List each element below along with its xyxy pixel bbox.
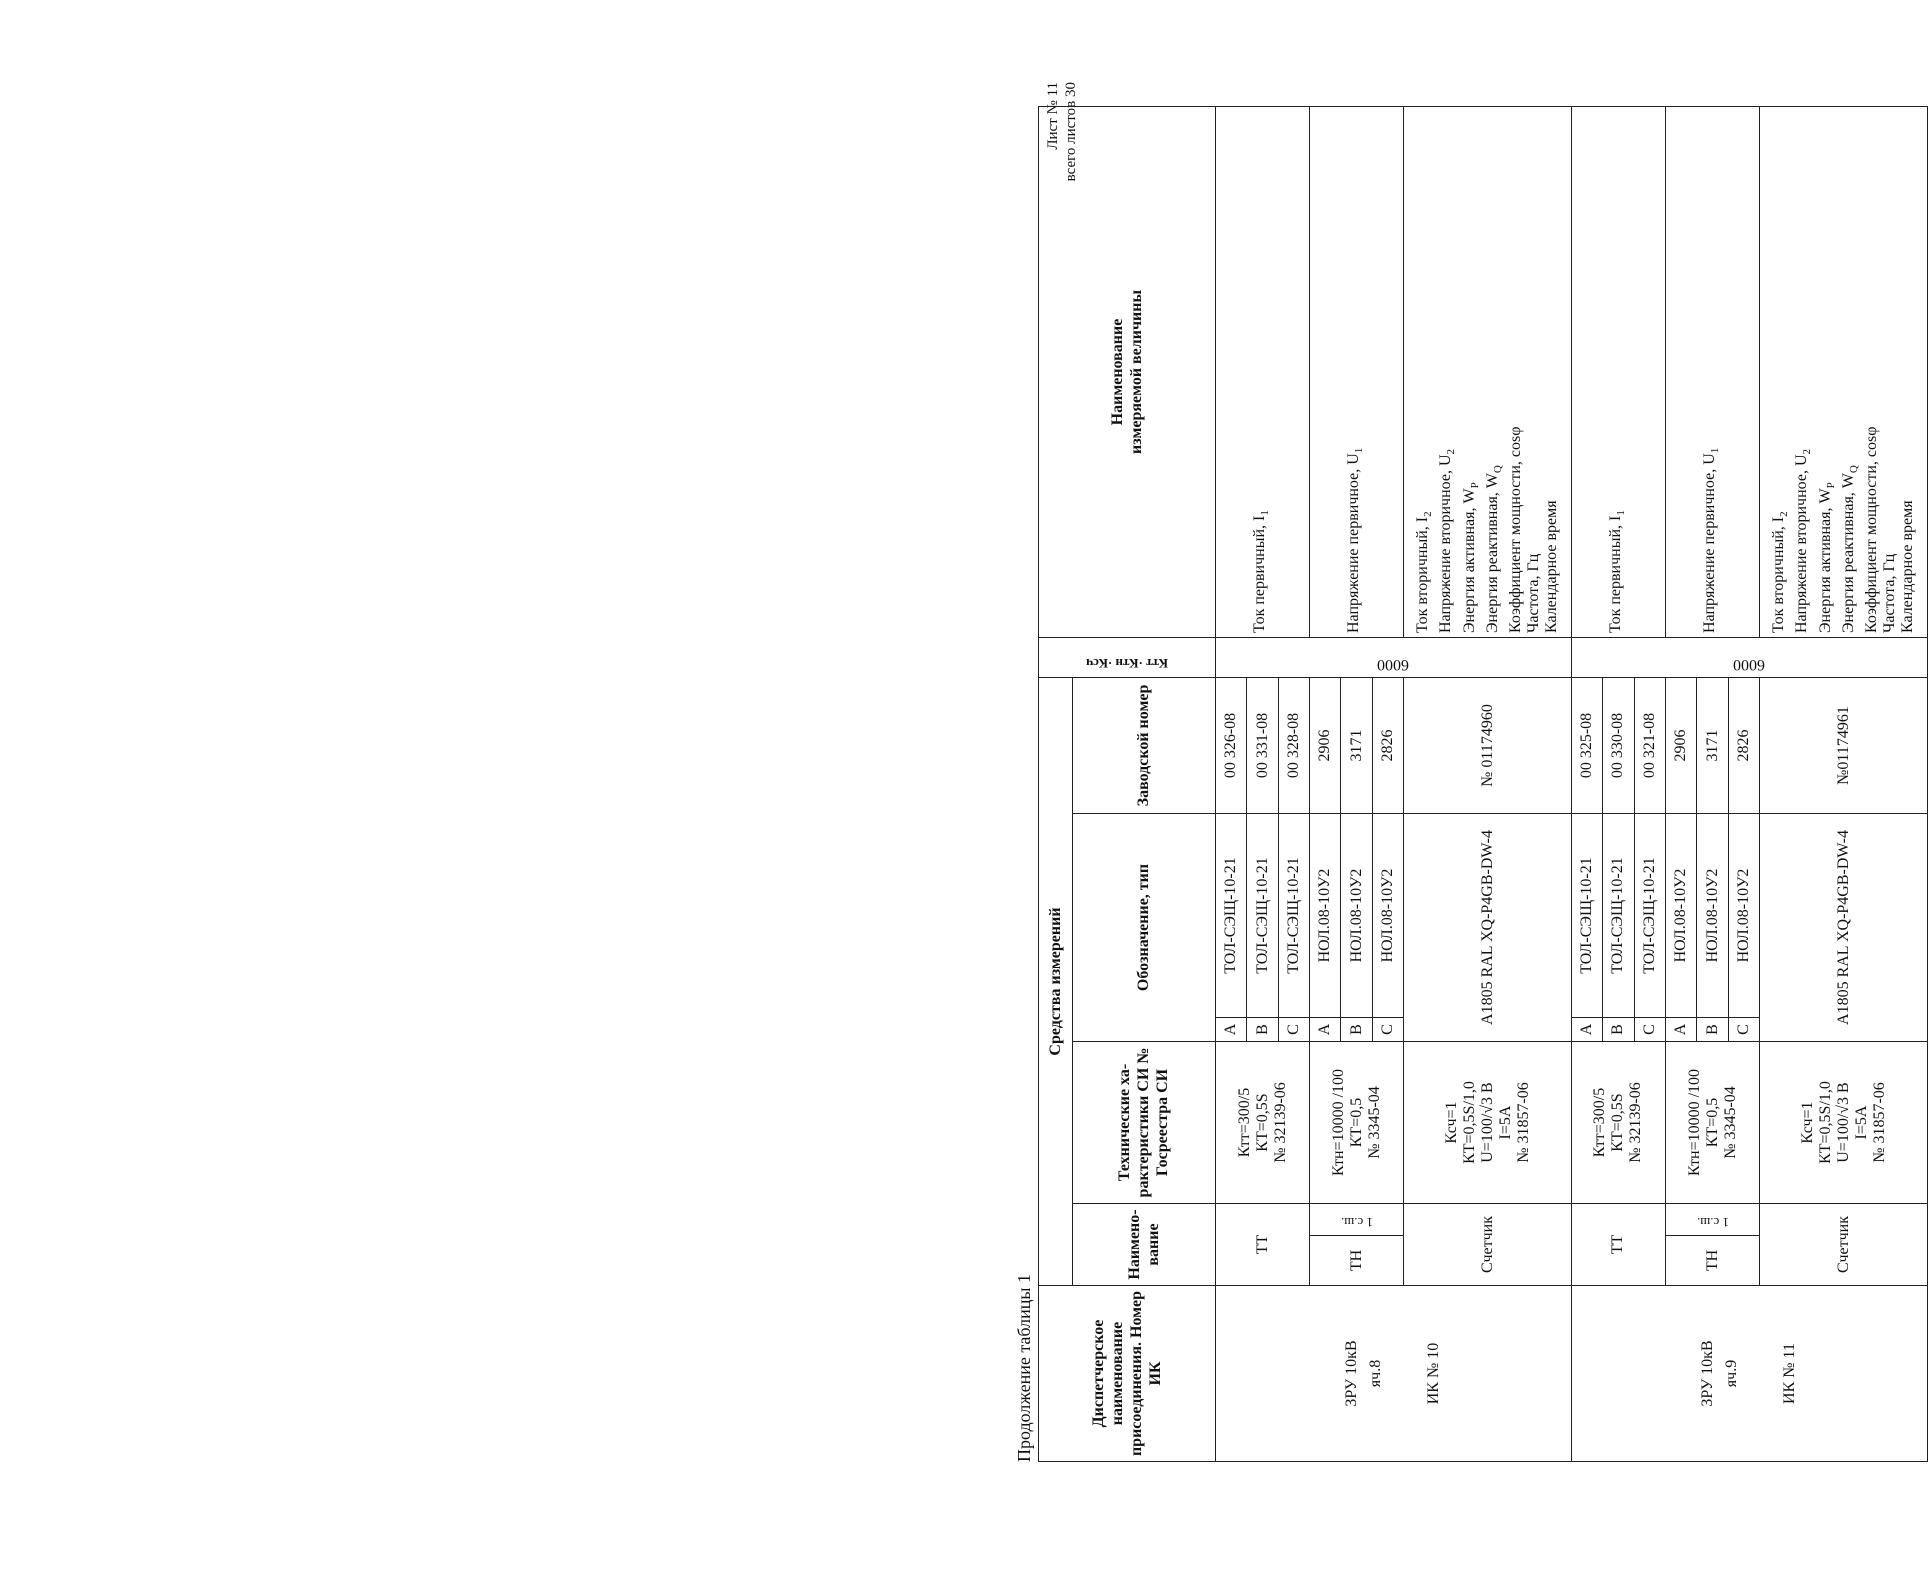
measurement-channels-table xyxy=(1038,106,1928,1462)
tn-serial: 2826 xyxy=(1372,678,1403,814)
rotated-table-container xyxy=(1014,107,1928,1462)
tn-phase-В: В xyxy=(1697,1018,1728,1042)
meter-tech-line: U=100/√3 В xyxy=(1834,1082,1852,1163)
tt-tech-line: № 32139-06 xyxy=(1271,1082,1289,1163)
quantity-meter-text-subscript: Q xyxy=(1847,465,1860,474)
quantity-meter-line xyxy=(1525,111,1543,633)
quantity-meter xyxy=(1404,107,1572,638)
tt-tech-line: № 32139-06 xyxy=(1627,1082,1645,1163)
tn-type: НОЛ.08-10У2 xyxy=(1697,814,1728,1018)
meter-tech-line: U=100/√3 В xyxy=(1478,1082,1496,1163)
quantity-tt-text: Ток первичный, I xyxy=(1606,515,1624,633)
table-row xyxy=(1571,107,1602,1462)
meter-tech-line: I=5А xyxy=(1496,1105,1514,1140)
transform-coefficient xyxy=(1571,638,1927,678)
quantity-meter-line xyxy=(1543,111,1561,633)
quantity-meter-text: Энергия активная, W xyxy=(1816,488,1834,633)
quantity-meter-line xyxy=(1863,111,1881,633)
meter-tech-specs xyxy=(1404,1042,1572,1204)
quantity-tt-text-subscript: 1 xyxy=(1615,510,1628,516)
tn-type: НОЛ.08-10У2 xyxy=(1666,814,1697,1018)
tt-type: ТОЛ-СЭЩ-10-21 xyxy=(1278,814,1309,1018)
table-row xyxy=(1760,107,1928,1462)
tt-phase-В: В xyxy=(1247,1018,1278,1042)
header-row-1 xyxy=(1039,107,1073,1462)
sheet-total: всего листов 30 xyxy=(1063,82,1079,182)
tn-tech-line: КТ=0,5 xyxy=(1703,1097,1721,1148)
tn-tech-line: Ктн=10000 /100 xyxy=(1329,1068,1347,1177)
quantity-meter-text-subscript: Q xyxy=(1491,465,1504,474)
quantity-meter-text: Ток вторичный, I xyxy=(1770,516,1788,633)
meter-tech-line: Ксч=1 xyxy=(1442,1101,1460,1144)
meter-name: Счетчик xyxy=(1760,1204,1928,1286)
quantity-meter-text: Энергия активная, W xyxy=(1460,488,1478,633)
quantity-meter-text-subscript: 2 xyxy=(1778,511,1791,517)
tt-type: ТОЛ-СЭЩ-10-21 xyxy=(1571,814,1602,1018)
quantity-meter xyxy=(1760,107,1928,638)
quantity-meter-line xyxy=(1414,111,1437,633)
tn-type: НОЛ.08-10У2 xyxy=(1728,814,1759,1018)
tn-serial: 2906 xyxy=(1666,678,1697,814)
quantity-meter-text: Энергия реактивная, W xyxy=(1839,473,1857,633)
quantity-meter-line xyxy=(1437,111,1460,633)
quantity-meter-line xyxy=(1770,111,1793,633)
tt-phase-В: В xyxy=(1603,1018,1634,1042)
tn-serial: 2826 xyxy=(1728,678,1759,814)
tn-name: ТН xyxy=(1310,1236,1404,1286)
tn-serial: 3171 xyxy=(1697,678,1728,814)
tn-phase-А: А xyxy=(1666,1018,1697,1042)
tt-tech-specs xyxy=(1216,1042,1310,1204)
tt-tech-line: КТ=0,5S xyxy=(1253,1093,1271,1152)
dispatch-name-line: ЗРУ 10кВ xyxy=(1343,1340,1361,1407)
tt-tech-line: Ктт=300/5 xyxy=(1591,1087,1609,1158)
tt-type: ТОЛ-СЭЩ-10-21 xyxy=(1216,814,1247,1018)
quantity-tn xyxy=(1310,107,1404,638)
tn-phase-А: А xyxy=(1310,1018,1341,1042)
quantity-meter-line xyxy=(1817,111,1840,633)
meter-tech-line: № 31857-06 xyxy=(1870,1082,1888,1163)
meter-serial: № 01174960 xyxy=(1404,678,1572,814)
meter-tech-line: КТ=0,5S/1,0 xyxy=(1816,1081,1834,1164)
quantity-tt xyxy=(1571,107,1665,638)
tn-phase-В: В xyxy=(1341,1018,1372,1042)
quantity-meter-text-subscript: 2 xyxy=(1801,449,1814,455)
quantity-meter-line xyxy=(1881,111,1899,633)
tt-serial: 00 321-08 xyxy=(1634,678,1665,814)
quantity-meter-line xyxy=(1484,111,1507,633)
quantity-tt-text-subscript: 1 xyxy=(1259,510,1272,516)
dispatch-name-line: яч.8 xyxy=(1367,1359,1385,1388)
meter-type: А1805 RAL XQ-P4GB-DW-4 xyxy=(1404,814,1572,1042)
table-row xyxy=(1666,107,1697,1462)
transform-coefficient-value: 6000 xyxy=(1377,656,1410,673)
quantity-tt xyxy=(1216,107,1310,638)
meter-tech-specs xyxy=(1760,1042,1928,1204)
header-name: Наимено-вание xyxy=(1072,1204,1215,1286)
quantity-tn-text: Напряжение первичное, U xyxy=(1345,453,1363,633)
table-row xyxy=(1310,107,1341,1462)
quantity-meter-line xyxy=(1507,111,1525,633)
tt-phase-С: С xyxy=(1278,1018,1309,1042)
quantity-meter-line xyxy=(1840,111,1863,633)
quantity-meter-line xyxy=(1793,111,1816,633)
tn-bus-section xyxy=(1666,1204,1760,1236)
table-caption: Продолжение таблицы 1 xyxy=(1014,1274,1034,1462)
tn-bus-section-label: 1 с.ш. xyxy=(1696,1215,1729,1230)
tt-phase-С: С xyxy=(1634,1018,1665,1042)
quantity-meter-text: Энергия реактивная, W xyxy=(1483,473,1501,633)
quantity-meter-text: Коэффициент мощности, cosφ xyxy=(1862,426,1880,633)
header-tech: Технические ха-рактеристики СИ № Госреестра СИ xyxy=(1072,1042,1215,1204)
tn-tech-line: № 3345-04 xyxy=(1721,1086,1739,1159)
meter-tech-line: Ксч=1 xyxy=(1798,1101,1816,1144)
quantity-meter-text: Напряжение вторичное, U xyxy=(1437,454,1455,633)
dispatch-name-cell xyxy=(1216,1286,1572,1462)
table-row xyxy=(1404,107,1572,1462)
tn-tech-line: № 3345-04 xyxy=(1365,1086,1383,1159)
tt-type: ТОЛ-СЭЩ-10-21 xyxy=(1634,814,1665,1018)
tn-tech-line: Ктн=10000 /100 xyxy=(1685,1068,1703,1177)
tn-type: НОЛ.08-10У2 xyxy=(1372,814,1403,1018)
quantity-meter-text: Частота, Гц xyxy=(1880,553,1898,633)
meter-tech-line: КТ=0,5S/1,0 xyxy=(1460,1081,1478,1164)
quantity-tn-text-subscript: 1 xyxy=(1353,447,1366,454)
quantity-meter-line xyxy=(1899,111,1917,633)
dispatch-name-cell xyxy=(1571,1286,1927,1462)
header-dispatch: Диспетчерское наименование присоединения. Номер ИК xyxy=(1039,1286,1216,1462)
tn-serial: 2906 xyxy=(1310,678,1341,814)
quantity-meter-text-subscript: P xyxy=(1468,482,1481,489)
quantity-tn-text: Напряжение первичное, U xyxy=(1700,453,1718,633)
transform-coefficient xyxy=(1216,638,1572,678)
quantity-meter-text: Календарное время xyxy=(1542,500,1560,633)
dispatch-name-line: яч.9 xyxy=(1723,1359,1741,1388)
tt-serial: 00 325-08 xyxy=(1571,678,1602,814)
tn-bus-section xyxy=(1310,1204,1404,1236)
meter-tech-line: № 31857-06 xyxy=(1514,1082,1532,1163)
quantity-meter-text: Коэффициент мощности, cosφ xyxy=(1506,426,1524,633)
tt-name: ТТ xyxy=(1571,1204,1665,1286)
tn-phase-С: С xyxy=(1372,1018,1403,1042)
transform-coefficient-value: 6000 xyxy=(1733,656,1766,673)
tt-tech-line: Ктт=300/5 xyxy=(1235,1087,1253,1158)
quantity-tn xyxy=(1666,107,1760,638)
tt-type: ТОЛ-СЭЩ-10-21 xyxy=(1603,814,1634,1018)
header-quantity: Наименование измеряемой величины xyxy=(1039,107,1216,638)
tt-serial: 00 331-08 xyxy=(1247,678,1278,814)
tt-tech-line: КТ=0,5S xyxy=(1609,1093,1627,1152)
meter-type: А1805 RAL XQ-P4GB-DW-4 xyxy=(1760,814,1928,1042)
sheet-number: Лист № 11 xyxy=(1045,82,1061,150)
dispatch-name-line: ЗРУ 10кВ xyxy=(1699,1340,1717,1407)
quantity-meter-text-subscript: 2 xyxy=(1445,449,1458,455)
quantity-meter-text: Частота, Гц xyxy=(1524,553,1542,633)
tt-serial: 00 326-08 xyxy=(1216,678,1247,814)
tn-tech-specs xyxy=(1666,1042,1760,1204)
tn-tech-specs xyxy=(1310,1042,1404,1204)
quantity-tn-text-subscript: 1 xyxy=(1709,447,1722,454)
tt-type: ТОЛ-СЭЩ-10-21 xyxy=(1247,814,1278,1018)
quantity-meter-line xyxy=(1461,111,1484,633)
tn-tech-line: КТ=0,5 xyxy=(1347,1097,1365,1148)
tt-phase-А: А xyxy=(1571,1018,1602,1042)
quantity-meter-text-subscript: 2 xyxy=(1422,511,1435,517)
tn-bus-section-label: 1 с.ш. xyxy=(1340,1215,1373,1230)
tn-phase-С: С xyxy=(1728,1018,1759,1042)
table-row xyxy=(1216,107,1247,1462)
quantity-meter-text-subscript: P xyxy=(1824,482,1837,489)
meter-name: Счетчик xyxy=(1404,1204,1572,1286)
header-means-group: Средства измерений xyxy=(1039,678,1073,1286)
quantity-meter-text: Ток вторичный, I xyxy=(1414,516,1432,633)
tt-name: ТТ xyxy=(1216,1204,1310,1286)
quantity-tt-text: Ток первичный, I xyxy=(1250,515,1268,633)
quantity-meter-text: Напряжение вторичное, U xyxy=(1793,454,1811,633)
header-type: Обозначение, тип xyxy=(1072,814,1215,1042)
tn-type: НОЛ.08-10У2 xyxy=(1341,814,1372,1018)
meter-tech-line: I=5А xyxy=(1852,1105,1870,1140)
tt-serial: 00 328-08 xyxy=(1278,678,1309,814)
tn-name: ТН xyxy=(1666,1236,1760,1286)
ik-number: ИК № 11 xyxy=(1781,1343,1799,1404)
meter-serial: №01174961 xyxy=(1760,678,1928,814)
tt-phase-А: А xyxy=(1216,1018,1247,1042)
ik-number: ИК № 10 xyxy=(1425,1342,1443,1405)
quantity-meter-text: Календарное время xyxy=(1898,500,1916,633)
tt-serial: 00 330-08 xyxy=(1603,678,1634,814)
header-k: Ктт ·Ктн ·Ксч xyxy=(1039,638,1216,678)
tn-serial: 3171 xyxy=(1341,678,1372,814)
tt-tech-specs xyxy=(1571,1042,1665,1204)
header-serial: Заводской номер xyxy=(1072,678,1215,814)
tn-type: НОЛ.08-10У2 xyxy=(1310,814,1341,1018)
